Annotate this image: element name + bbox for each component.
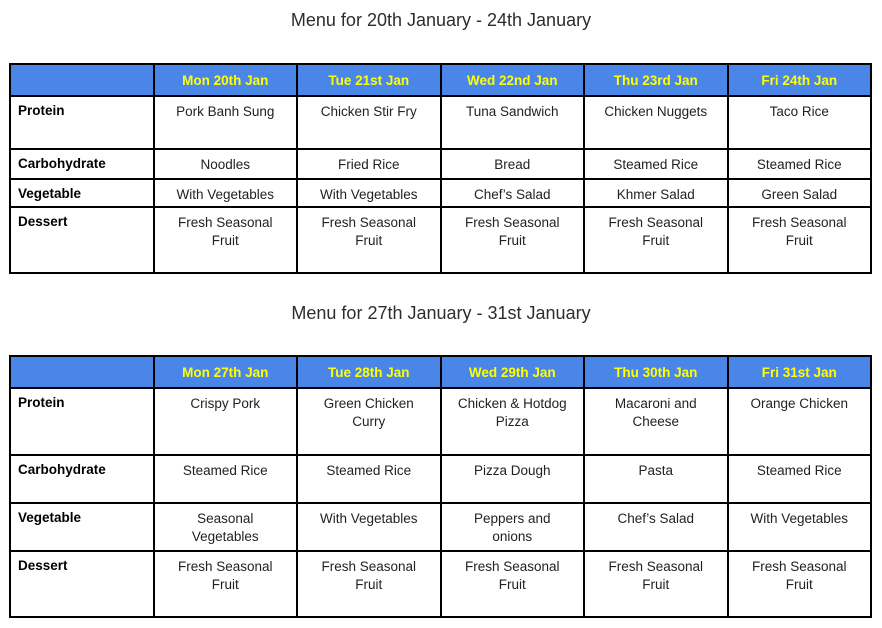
- week1-vegetable-row: [10, 179, 871, 207]
- row-label-dessert: Dessert: [10, 551, 154, 617]
- menu-cell: With Vegetables: [297, 503, 441, 551]
- menu-cell: Steamed Rice: [584, 149, 728, 179]
- menu-cell: Fresh Seasonal Fruit: [297, 207, 441, 273]
- week1-menu-title: Menu for 20th January - 24th January: [290, 10, 592, 30]
- week2-column-header-mon: Mon 27th Jan: [154, 356, 298, 388]
- menu-cell: Fresh Seasonal Fruit: [441, 551, 585, 617]
- menu-cell: Fresh Seasonal Fruit: [154, 207, 298, 273]
- menu-cell: With Vegetables: [297, 179, 441, 207]
- menu-cell: With Vegetables: [154, 179, 298, 207]
- menu-cell: Fresh Seasonal Fruit: [154, 551, 298, 617]
- week2-protein-row: [10, 388, 871, 455]
- menu-cell: Bread: [441, 149, 585, 179]
- week1-column-header-tue: Tue 21st Jan: [297, 64, 441, 96]
- row-label-protein: Protein: [10, 96, 154, 149]
- row-label-carbohydrate: Carbohydrate: [10, 149, 154, 179]
- menu-cell: Steamed Rice: [728, 149, 872, 179]
- menu-cell: Tuna Sandwich: [441, 96, 585, 149]
- menu-cell: Chicken & Hotdog Pizza: [441, 388, 585, 455]
- week1-menu-table: [9, 63, 872, 274]
- menu-cell: Green Salad: [728, 179, 872, 207]
- menu-cell: Fresh Seasonal Fruit: [584, 207, 728, 273]
- menu-cell: Pizza Dough: [441, 455, 585, 503]
- week1-protein-row: [10, 96, 871, 149]
- menu-cell: Peppers and onions: [441, 503, 585, 551]
- menu-cell: Fresh Seasonal Fruit: [297, 551, 441, 617]
- menu-cell: Steamed Rice: [154, 455, 298, 503]
- menu-cell: Seasonal Vegetables: [154, 503, 298, 551]
- week2-dessert-row: [10, 551, 871, 617]
- menu-cell: Steamed Rice: [297, 455, 441, 503]
- week1-column-header-mon: Mon 20th Jan: [154, 64, 298, 96]
- week1-column-header-thu: Thu 23rd Jan: [584, 64, 728, 96]
- menu-cell: With Vegetables: [728, 503, 872, 551]
- menu-cell: Taco Rice: [728, 96, 872, 149]
- menu-cell: Fresh Seasonal Fruit: [584, 551, 728, 617]
- menu-cell: Macaroni and Cheese: [584, 388, 728, 455]
- week2-menu-table: [9, 355, 872, 618]
- week2-column-header-fri: Fri 31st Jan: [728, 356, 872, 388]
- week1-column-header-fri: Fri 24th Jan: [728, 64, 872, 96]
- week1-corner-cell: [10, 64, 154, 96]
- week2-column-header-thu: Thu 30th Jan: [584, 356, 728, 388]
- menu-cell: Pork Banh Sung: [154, 96, 298, 149]
- menu-cell: Chef’s Salad: [441, 179, 585, 207]
- week2-column-header-wed: Wed 29th Jan: [441, 356, 585, 388]
- week2-carbohydrate-row: [10, 455, 871, 503]
- menu-cell: Fresh Seasonal Fruit: [728, 207, 872, 273]
- row-label-vegetable: Vegetable: [10, 179, 154, 207]
- menu-document: [0, 9, 882, 618]
- week1-column-header-wed: Wed 22nd Jan: [441, 64, 585, 96]
- menu-cell: Chef’s Salad: [584, 503, 728, 551]
- menu-cell: Crispy Pork: [154, 388, 298, 455]
- week2-column-header-tue: Tue 28th Jan: [297, 356, 441, 388]
- week1-dessert-row: [10, 207, 871, 273]
- row-label-vegetable: Vegetable: [10, 503, 154, 551]
- menu-cell: Pasta: [584, 455, 728, 503]
- week2-menu-title: Menu for 27th January - 31st January: [291, 303, 591, 323]
- week1-carbohydrate-row: [10, 149, 871, 179]
- week2-header-row: [10, 356, 871, 388]
- row-label-protein: Protein: [10, 388, 154, 455]
- menu-cell: Green Chicken Curry: [297, 388, 441, 455]
- menu-cell: Steamed Rice: [728, 455, 872, 503]
- menu-cell: Fresh Seasonal Fruit: [441, 207, 585, 273]
- week2-vegetable-row: [10, 503, 871, 551]
- menu-cell: Chicken Nuggets: [584, 96, 728, 149]
- row-label-dessert: Dessert: [10, 207, 154, 273]
- row-label-carbohydrate: Carbohydrate: [10, 455, 154, 503]
- menu-cell: Orange Chicken: [728, 388, 872, 455]
- menu-cell: Khmer Salad: [584, 179, 728, 207]
- menu-cell: Chicken Stir Fry: [297, 96, 441, 149]
- menu-cell: Fried Rice: [297, 149, 441, 179]
- week1-header-row: [10, 64, 871, 96]
- week2-corner-cell: [10, 356, 154, 388]
- menu-cell: Fresh Seasonal Fruit: [728, 551, 872, 617]
- menu-cell: Noodles: [154, 149, 298, 179]
